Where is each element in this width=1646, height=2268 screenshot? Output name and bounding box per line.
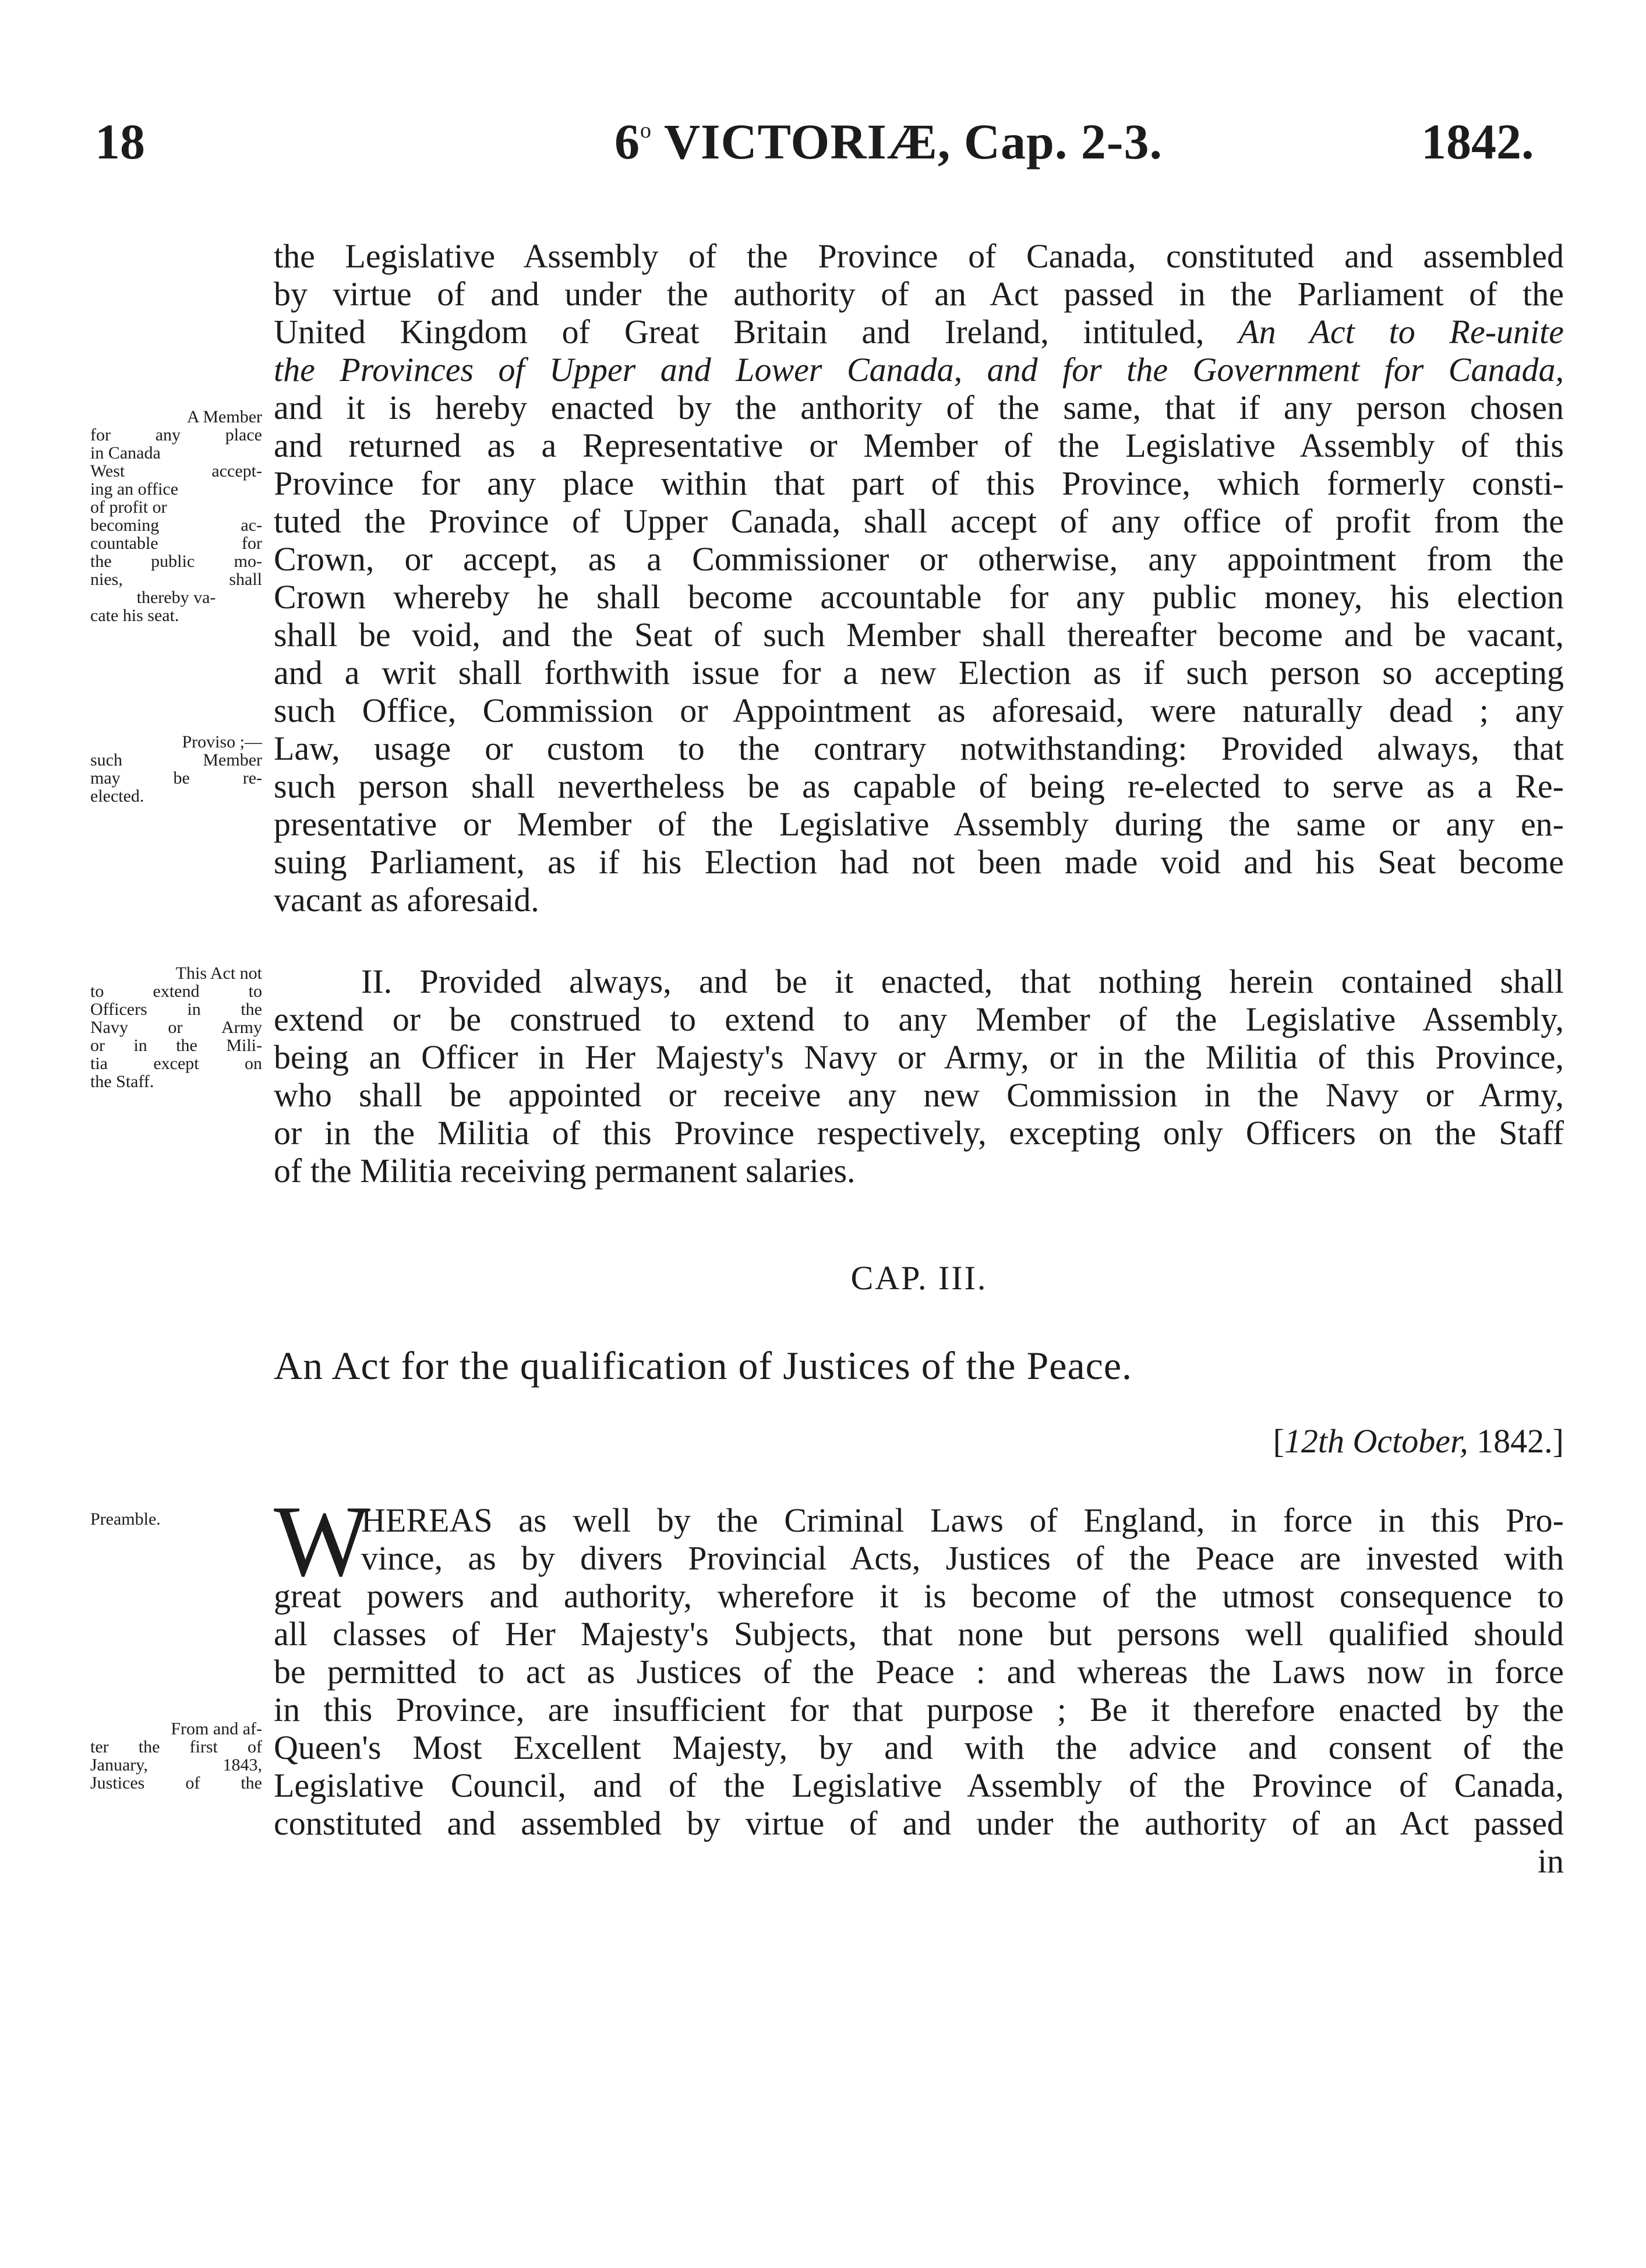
body-line: Crown whereby he shall become accountable for any public money, his election (274, 578, 1564, 616)
section-ii-line: of the Militia receiving permanent salaries. (274, 1152, 856, 1190)
body-line: and it is hereby enacted by the anthority of the same, that if any person chosen (274, 389, 1564, 426)
date-italic: 12th October, (1284, 1422, 1468, 1460)
margin-note-line: may be re- (90, 768, 262, 788)
preamble-line: vince, as by divers Provincial Acts, Justices of the Peace are invested with (361, 1539, 1564, 1577)
header-year: 1842. (1421, 114, 1534, 170)
body-line: such Office, Commission or Appointment as aforesaid, were naturally dead ; any (274, 692, 1564, 729)
margin-note-line: or in the Mili- (90, 1036, 262, 1055)
act-title-italic: the Provinces of Upper and Lower Canada, and for the Government for Canada, (274, 351, 1564, 389)
title-number: 6 (614, 114, 640, 170)
section-ii-line: extend or be construed to extend to any Member of the Legislative Assembly, (274, 1000, 1564, 1038)
body-line: presentative or Member of the Legislative Assembly during the same or any en- (274, 805, 1564, 843)
section-ii-line: or in the Militia of this Province respectively, excepting only Officers on the Staff (274, 1114, 1564, 1152)
section-ii-line: II. Provided always, and be it enacted, that nothing herein contained shall (361, 962, 1564, 1000)
body-line: Crown, or accept, as a Commissioner or otherwise, any appointment from the (274, 540, 1564, 578)
margin-note-line: ing an office (90, 479, 179, 499)
act-title: An Act for the qualification of Justices of the Peace. (274, 1343, 1132, 1388)
margin-note-line: thereby va- (136, 588, 216, 607)
section-ii-line: who shall be appointed or receive any new Commission in the Navy or Army, (274, 1076, 1564, 1114)
body-line (274, 351, 1564, 390)
margin-note-line: nies, shall (90, 570, 262, 589)
act-title-italic: An Act to Re-unite (1238, 313, 1564, 351)
margin-note-line: of profit or (90, 498, 167, 517)
date-close: 1842.] (1468, 1422, 1564, 1460)
preamble-line: Legislative Council, and of the Legislative Assembly of the Province of Canada, (274, 1766, 1564, 1804)
body-line: suing Parliament, as if his Election had not been made void and his Seat become (274, 843, 1564, 881)
margin-note-line: elected. (90, 786, 144, 806)
body-line: the Legislative Assembly of the Province of Canada, constituted and assembled (274, 237, 1564, 275)
assent-date (1142, 1422, 1564, 1461)
margin-note-line: Proviso ;— (182, 732, 262, 752)
body-line-text: United Kingdom of Great Britain and Ireland, intituled, (274, 313, 1239, 351)
body-line: and returned as a Representative or Member of the Legislative Assembly of this (274, 426, 1564, 464)
margin-note-line: January, 1843, (90, 1755, 262, 1775)
margin-note-preamble: Preamble. (90, 1509, 161, 1529)
body-line: and a writ shall forthwith issue for a new Election as if such person so accepting (274, 654, 1564, 692)
preamble-line: great powers and authority, wherefore it is become of the utmost consequence to (274, 1577, 1564, 1615)
preamble-line: HEREAS as well by the Criminal Laws of England, in force in this Pro- (361, 1501, 1564, 1539)
body-line: Law, usage or custom to the contrary notwithstanding: Provided always, that (274, 729, 1564, 767)
body-line: tuted the Province of Upper Canada, shall accept of any office of profit from the (274, 502, 1564, 540)
body-line: vacant as aforesaid. (274, 881, 539, 919)
margin-note-line: West accept- (90, 461, 262, 481)
margin-note-line: countable for (90, 534, 262, 553)
margin-note-line: tia except on (90, 1054, 262, 1073)
body-line: shall be void, and the Seat of such Member shall thereafter become and be vacant, (274, 616, 1564, 654)
margin-note-line: Officers in the (90, 1000, 262, 1019)
margin-note-line: From and af- (171, 1719, 262, 1738)
catchword: in (1537, 1842, 1564, 1880)
margin-note-line: Navy or Army (90, 1018, 262, 1037)
preamble-line: all classes of Her Majesty's Subjects, that none but persons well qualified should (274, 1615, 1564, 1653)
body-line: by virtue of and under the authority of an Act passed in the Parliament of the (274, 275, 1564, 313)
section-ii-line: being an Officer in Her Majesty's Navy or Army, or in the Militia of this Province, (274, 1038, 1564, 1076)
margin-note-line: cate his seat. (90, 606, 179, 625)
title-degree: o (640, 118, 652, 143)
page-number: 18 (95, 114, 145, 170)
body-line (274, 313, 1564, 352)
margin-note-line: ter the first of (90, 1737, 262, 1756)
margin-note-line: A Member (186, 407, 262, 426)
title-text: VICTORIÆ, Cap. 2-3. (652, 114, 1163, 170)
date-open: [ (1273, 1422, 1284, 1460)
body-line: such person shall nevertheless be as capable of being re-elected to serve as a Re- (274, 767, 1564, 805)
preamble-line: Queen's Most Excellent Majesty, by and with the advice and consent of the (274, 1729, 1564, 1766)
preamble-line: be permitted to act as Justices of the Peace : and whereas the Laws now in force (274, 1653, 1564, 1691)
preamble-line: in this Province, are insufficient for that purpose ; Be it therefore enacted by the (274, 1691, 1564, 1729)
margin-note-line: such Member (90, 750, 262, 770)
chapter-heading (0, 1258, 1646, 1297)
margin-note-line: to extend to (90, 982, 262, 1001)
margin-note-line: in Canada (90, 443, 161, 463)
margin-note-line: becoming ac- (90, 516, 262, 535)
margin-note-line: Justices of the (90, 1773, 262, 1793)
margin-note-line: the public mo- (90, 552, 262, 571)
preamble-line: constituted and assembled by virtue of and under the authority of an Act passed (274, 1804, 1564, 1842)
drop-cap: W (274, 1484, 370, 1597)
body-line: Province for any place within that part of this Province, which formerly consti- (274, 464, 1564, 502)
chapter-heading-text: CAP. III. (850, 1259, 988, 1297)
margin-note-line: for any place (90, 425, 262, 445)
running-title (614, 114, 1163, 170)
margin-note-line: This Act not (175, 964, 262, 983)
margin-note-line: the Staff. (90, 1072, 154, 1091)
